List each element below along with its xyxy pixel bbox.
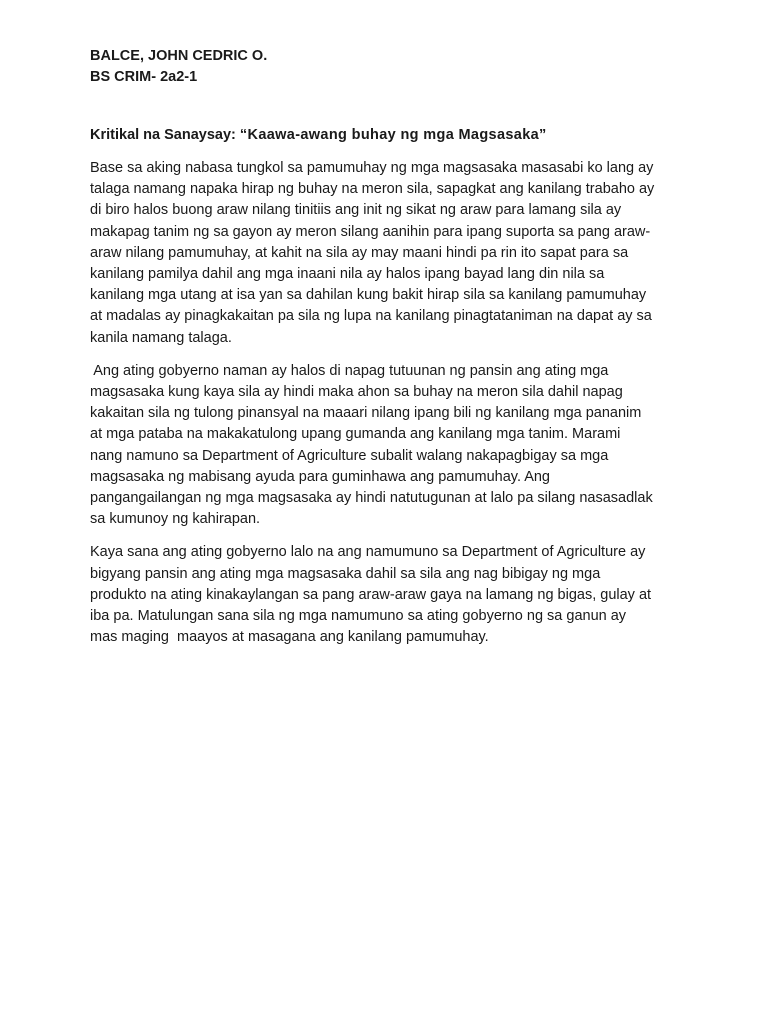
author-header xyxy=(90,46,267,88)
paragraph-line: talaga namang napaka hirap ng buhay na meron sila, sapagkat ang kanilang trabaho ay xyxy=(90,181,655,198)
paragraph-line: Base sa aking nabasa tungkol sa pamumuhay ng mga magsasaka masasabi ko lang ay xyxy=(90,160,654,176)
paragraph-line: at madalas ay pinagkakaitan pa sila ng lupa na kanilang pinagtataniman na dapat ay sa xyxy=(90,308,652,325)
paragraph-line: Kaya sana ang ating gobyerno lalo na ang namumuno sa Department of Agriculture ay xyxy=(90,544,646,561)
essay-title-prefix: Kritikal na Sanaysay: xyxy=(90,127,240,143)
paragraph-line: araw nilang pamumuhay, at kahit na sila ay may maani hindi pa rin ito sapat para sa xyxy=(90,244,629,261)
paragraph-line: kanila namang talaga. xyxy=(90,329,232,346)
essay-title-quoted: “Kaawa-awang buhay ng mga Magsasaka” xyxy=(239,127,547,143)
paragraph-line: kanilang mga utang at isa yan sa dahilan kung bakit hirap sila sa kanilang pamumuhay xyxy=(90,287,647,304)
paragraph-line: sa kumunoy ng kahirapan. xyxy=(90,511,261,528)
essay-title xyxy=(90,125,547,146)
paragraph-line: kakaitan sila ng tulong pinansyal na maaari nilang ipang bili ng kanilang mga pananim xyxy=(90,405,642,422)
paragraph-line: pangangailangan ng mga magsasaka ay hindi natutugunan at lalo pa silang nasasadlak xyxy=(90,490,653,507)
paragraph-line: Ang ating gobyerno naman ay halos di napag tutuunan ng pansin ang ating mga xyxy=(90,362,609,379)
paragraph-line: magsasaka kung kaya sila ay hindi maka ahon sa buhay na meron sila dahil napag xyxy=(90,384,623,401)
paragraph-line: makapag tanim ng sa gayon ay meron silang aanihin para ipang suporta sa pang araw- xyxy=(90,223,651,240)
paragraph-line: bigyang pansin ang ating mga magsasaka dahil sa sila ang nag bibigay ng mga xyxy=(90,565,601,582)
author-course: BS CRIM- 2a2-1 xyxy=(90,69,198,85)
paragraph-line: kanilang pamilya dahil ang mga inaani nila ay halos ipang bayad lang din nila sa xyxy=(90,266,605,283)
paragraph-3 xyxy=(90,542,680,648)
paragraph-line: iba pa. Matulungan sana sila ng mga namumuno sa ating gobyerno ng sa ganun ay xyxy=(90,608,627,625)
essay-body xyxy=(90,158,680,660)
paragraph-line: mas maging maayos at masagana ang kanilang pamumuhay. xyxy=(90,629,489,646)
paragraph-line: magsasaka ng mabisang ayuda para guminhawa ang pamumuhay. Ang xyxy=(90,468,550,485)
paragraph-1 xyxy=(90,158,680,349)
paragraph-line: di biro halos buong araw nilang tinitiis ang init ng sikat ng araw para lamang sila ay xyxy=(90,202,622,219)
paragraph-line: at mga pataba na makakatulong upang gumanda ang kanilang mga tanim. Marami xyxy=(90,426,621,443)
paragraph-line: nang namuno sa Department of Agriculture subalit walang nakapagbigay sa mga xyxy=(90,447,609,464)
paragraph-line: produkto na ating kinakaylangan sa pang araw-araw gaya na lamang ng bigas, gulay at xyxy=(90,586,652,603)
author-name: BALCE, JOHN CEDRIC O. xyxy=(90,48,268,64)
paragraph-2 xyxy=(90,361,680,531)
